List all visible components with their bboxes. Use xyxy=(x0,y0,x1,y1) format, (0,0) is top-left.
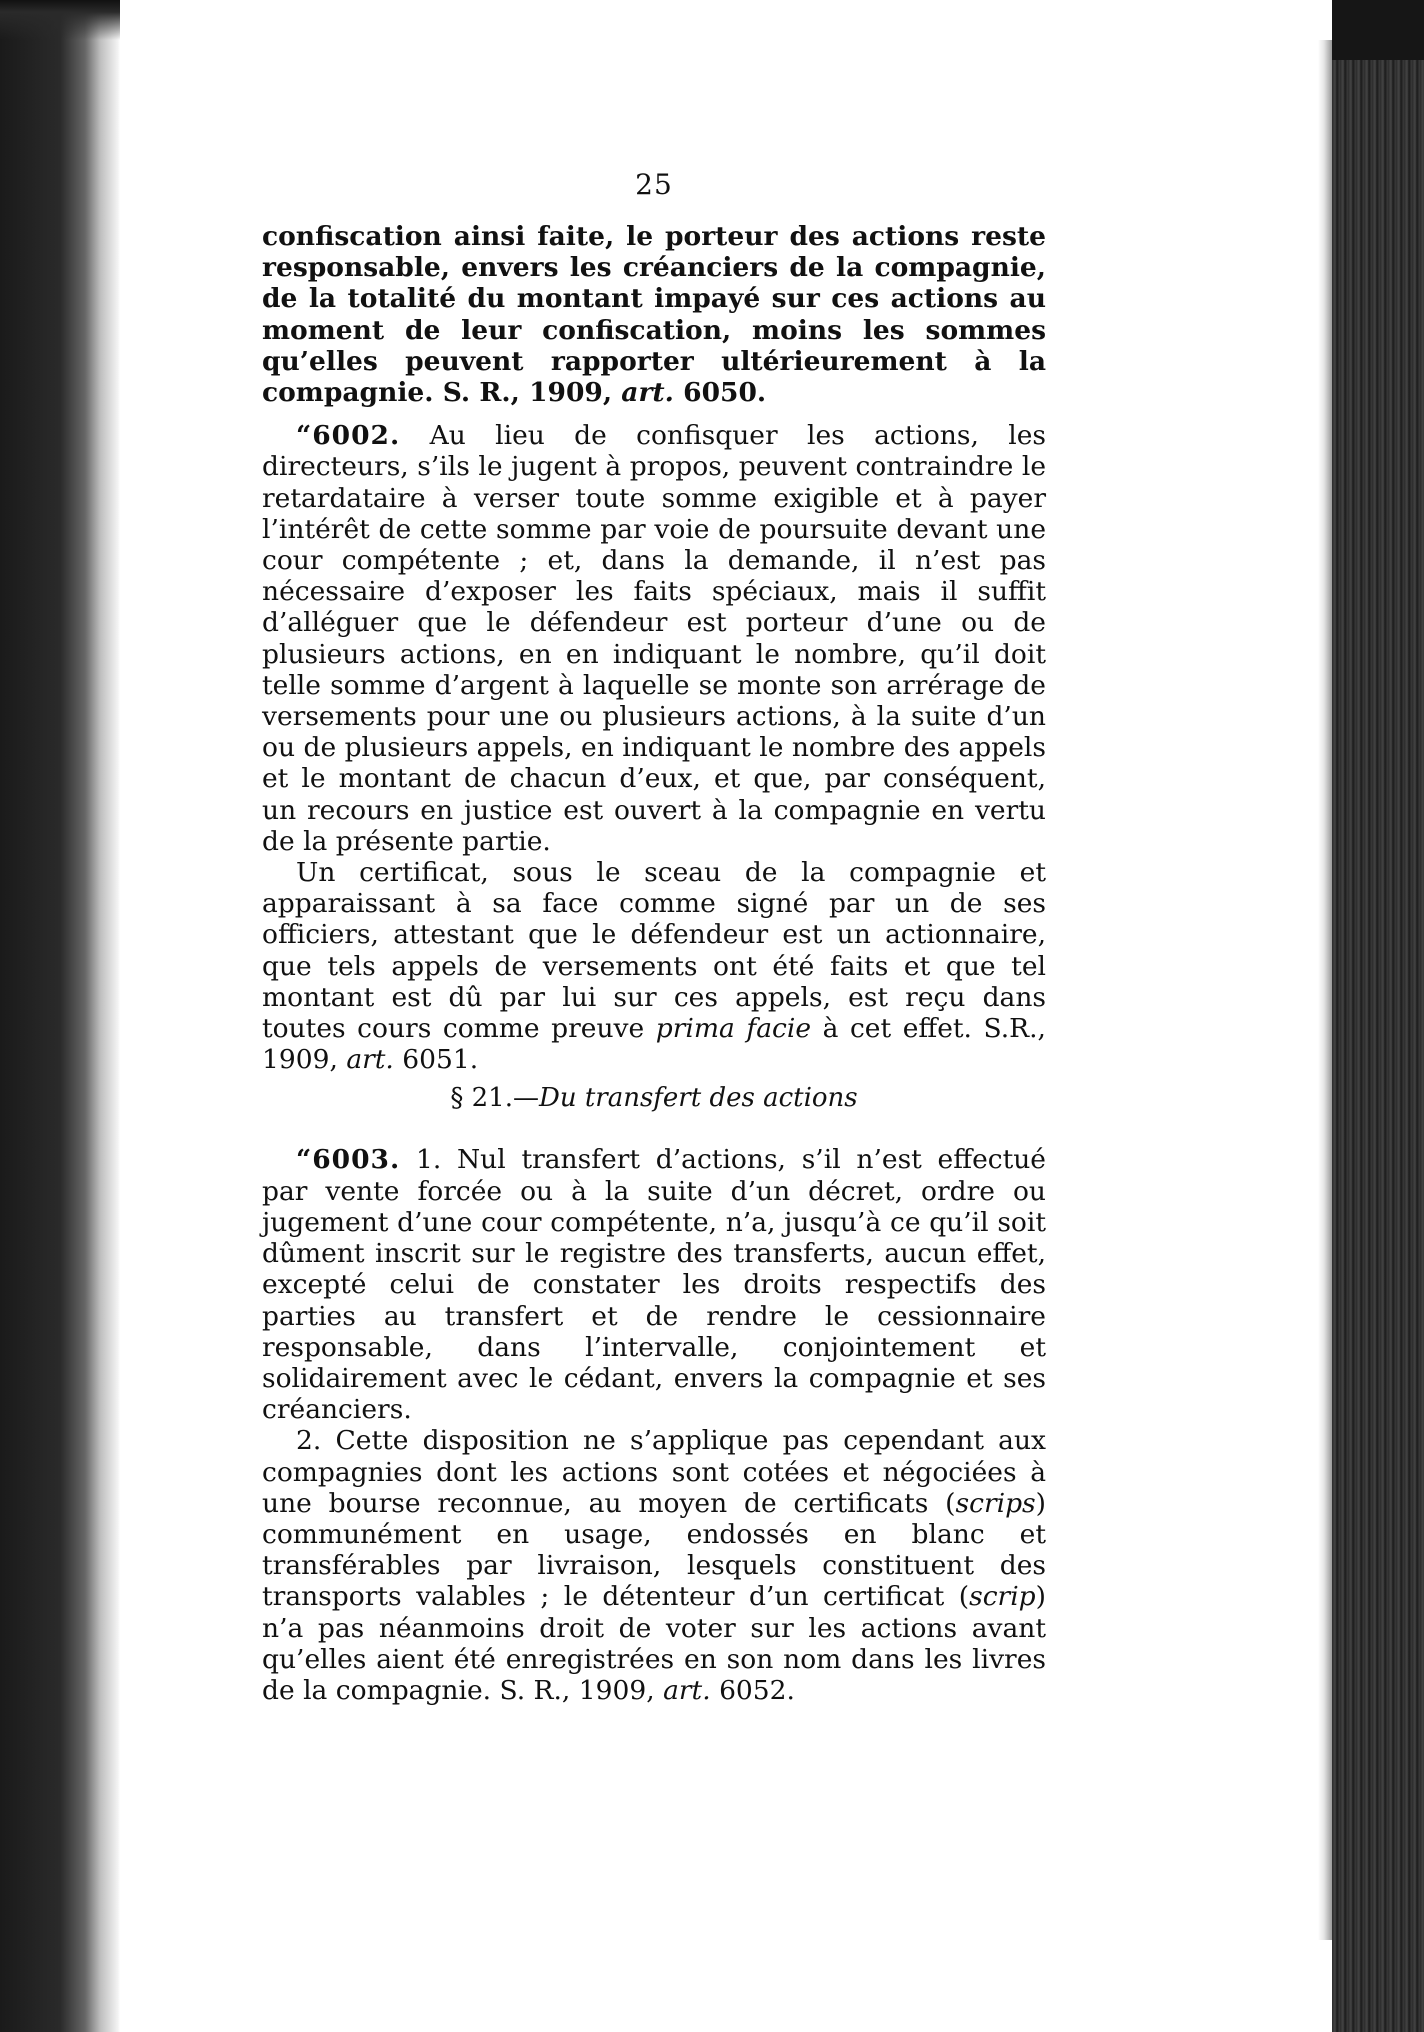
citation-art-number: 6051. xyxy=(402,1044,479,1076)
article-6003-sub2-text-a: 2. Cette disposition ne s’applique pas cependant aux compagnies dont les actions sont cotées et négociées à une bourse reconnue, au moyen de certificats ( xyxy=(262,1425,1046,1519)
book-left-edge xyxy=(0,0,120,2032)
citation-art-label: art. xyxy=(663,1674,711,1706)
article-6003-sub2-text-c: ) n’a pas néanmoins droit de voter sur les actions avant qu’elles aient été enregistrées en son nom dans les livres de la compagnie. S. R., 1909, xyxy=(262,1581,1046,1706)
scrips-term: scrips xyxy=(955,1487,1036,1519)
article-6003-number: “6003. xyxy=(296,1144,401,1176)
article-6003-sub2 xyxy=(262,1425,1046,1706)
section-heading xyxy=(262,1083,1046,1114)
article-6003-sub1-text: 1. Nul transfert d’actions, s’il n’est effectué par vente forcée ou à la suite d’un décret, ordre ou jugement d’une cour compétente, n’a, jusqu’à ce qu’il soit dûment inscrit sur le registre des transferts, aucun effet, excepté celui de constater les droits respectifs des parties au transfert et de rendre le cessionnaire responsable, dans l’intervalle, conjointement et solidairement avec le cédant, envers la compagnie et ses créanciers. xyxy=(262,1144,1046,1426)
article-6002-number: “6002. xyxy=(296,420,401,452)
section-title: Du transfert des actions xyxy=(538,1083,858,1114)
citation-art-number: 6052. xyxy=(719,1674,795,1706)
paragraph-confiscation xyxy=(262,221,1046,408)
article-6002 xyxy=(262,420,1046,857)
page-number: 25 xyxy=(635,168,673,201)
citation-art-label: art. xyxy=(621,377,674,409)
book-right-edge xyxy=(1332,0,1424,2032)
article-6002-certificate xyxy=(262,857,1046,1075)
section-number: § 21.— xyxy=(450,1083,539,1114)
certificate-text-end: à cet effet. S.R., 1909, xyxy=(262,1013,1046,1076)
paragraph-confiscation-text: confiscation ainsi faite, le porteur des actions reste responsable, envers les créanciers de la compagnie, de la totalité du montant impayé sur ces actions au moment de leur confiscation, moins les sommes qu’elles peuvent rapporter ultérieurement à la compagnie. S. R., 1909, xyxy=(262,221,1046,409)
certificate-text: Un certificat, sous le sceau de la compagnie et apparaissant à sa face comme signé par un de ses officiers, attestant que le défendeur est un actionnaire, que tels appels de versements ont été faits et que tel montant est dû par lui sur ces appels, est reçu dans toutes cours comme preuve xyxy=(262,857,1046,1045)
prima-facie: prima facie xyxy=(655,1013,812,1045)
citation-art-number: 6050. xyxy=(683,377,767,409)
article-6003-sub1 xyxy=(262,1144,1046,1425)
article-6002-text: Au lieu de confisquer les actions, les directeurs, s’ils le jugent à propos, peuvent contraindre le retardataire à verser toute somme exigible et à payer l’intérêt de cette somme par voie de poursuite devant une cour compétente ; et, dans la demande, il n’est pas nécessaire d’exposer les faits spéciaux, mais il suffit d’alléguer que le défendeur est porteur d’une ou de plusieurs actions, en en indiquant le nombre, qu’il doit telle somme d’argent à laquelle se monte son arrérage de versements pour une ou plusieurs actions, à la suite d’un ou de plusieurs appels, en indiquant le nombre des appels et le montant de chacun d’eux, et que, par conséquent, un recours en justice est ouvert à la compagnie en vertu de la présente partie. xyxy=(262,420,1046,857)
citation-art-label: art. xyxy=(346,1044,394,1076)
scrip-term: scrip xyxy=(969,1581,1036,1613)
article-6003-sub2-text-b: ) communément en usage, endossés en blanc et transférables par livraison, lesquels constituent des transports valables ; le détenteur d’un certificat ( xyxy=(262,1487,1046,1613)
page-content xyxy=(262,168,1046,1706)
